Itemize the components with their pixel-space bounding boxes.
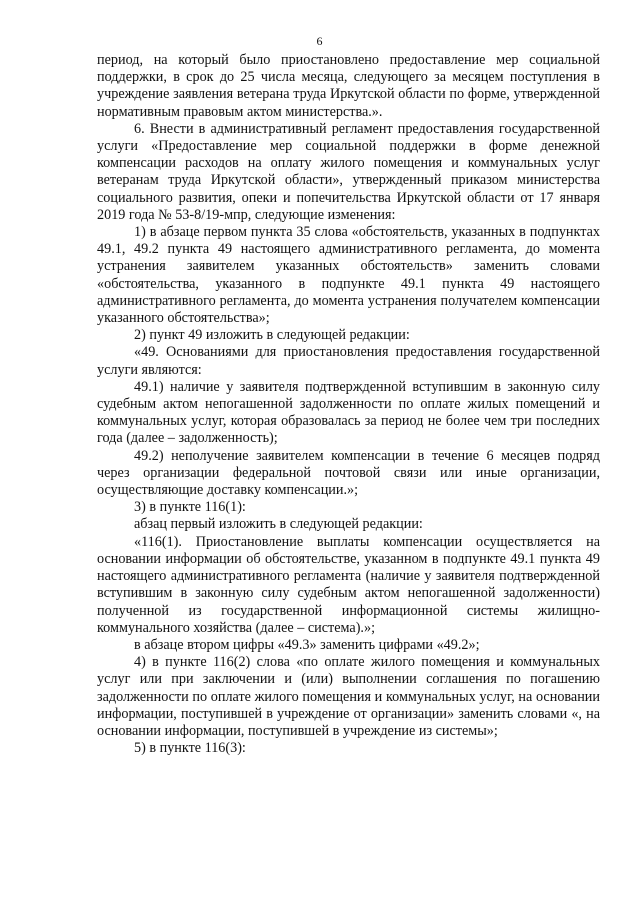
paragraph: «49. Основаниями для приостановления предоставления государственной услуги являются: bbox=[97, 344, 600, 378]
paragraph: 2) пункт 49 изложить в следующей редакции: bbox=[134, 327, 410, 344]
paragraph: абзац первый изложить в следующей редакции: bbox=[134, 516, 423, 533]
paragraph: «116(1). Приостановление выплаты компенсации осуществляется на основании информации об обстоятельстве, указанном в подпункте 49.1 пункта 49 настоящего административного регламента (наличие у заявителя подтвержденной вступившим в законную силу судебным актом непогашенной задолженности) полученной из государственной информационной системы жилищно-коммунального хозяйства (далее – система).»; bbox=[97, 533, 600, 636]
paragraph: период, на который было приостановлено предоставление мер социальной поддержки, в срок до 25 числа месяца, следующего за месяцем поступления в учреждение заявления ветерана труда Иркутской области по форме, утвержденной нормативным правовым актом министерства.». bbox=[97, 52, 600, 120]
paragraph: 1) в абзаце первом пункта 35 слова «обстоятельств, указанных в подпунктах 49.1, 49.2 пункта 49 настоящего административного регламента, до момента устранения заявителем указанных обстоятельств» заменить словами «обстоятельства, указанного в подпункте 49.1 пункта 49 настоящего административного регламента, до момента устранения получателем компенсации указанного обстоятельства»; bbox=[97, 224, 600, 327]
paragraph: 5) в пункте 116(3): bbox=[134, 740, 246, 757]
paragraph: 49.2) неполучение заявителем компенсации в течение 6 месяцев подряд через организации федеральной почтовой связи или иные организации, осуществляющие доставку компенсации.»; bbox=[97, 447, 600, 499]
paragraph: 4) в пункте 116(2) слова «по оплате жилого помещения и коммунальных услуг или при заключении и (или) выполнении соглашения по погашению задолженности по оплате жилого помещения и коммунальных услуг, на основании информации, поступившей в учреждение от организации» заменить словами «, на основании информации, поступившей в учреждение из системы»; bbox=[97, 654, 600, 739]
paragraph: 49.1) наличие у заявителя подтвержденной вступившим в законную силу судебным актом непогашенной задолженности по оплате жилых помещений и коммунальных услуг, которая образовалась за период не более чем три последних года (далее – задолженность); bbox=[97, 378, 600, 447]
paragraph: 3) в пункте 116(1): bbox=[134, 499, 246, 516]
paragraph: в абзаце втором цифры «49.3» заменить цифрами «49.2»; bbox=[134, 636, 480, 653]
document-body bbox=[97, 52, 600, 757]
page-number: 6 bbox=[316, 34, 323, 48]
paragraph: 6. Внести в административный регламент предоставления государственной услуги «Предоставление мер социальной поддержки в форме денежной компенсации расходов на оплату жилого помещения и коммунальных услуг ветеранам труда Иркутской области», утвержденный приказом министерства социального развития, опеки и попечительства Иркутской области от 17 января 2019 года № 53-8/19-мпр, следующие изменения: bbox=[97, 120, 600, 223]
